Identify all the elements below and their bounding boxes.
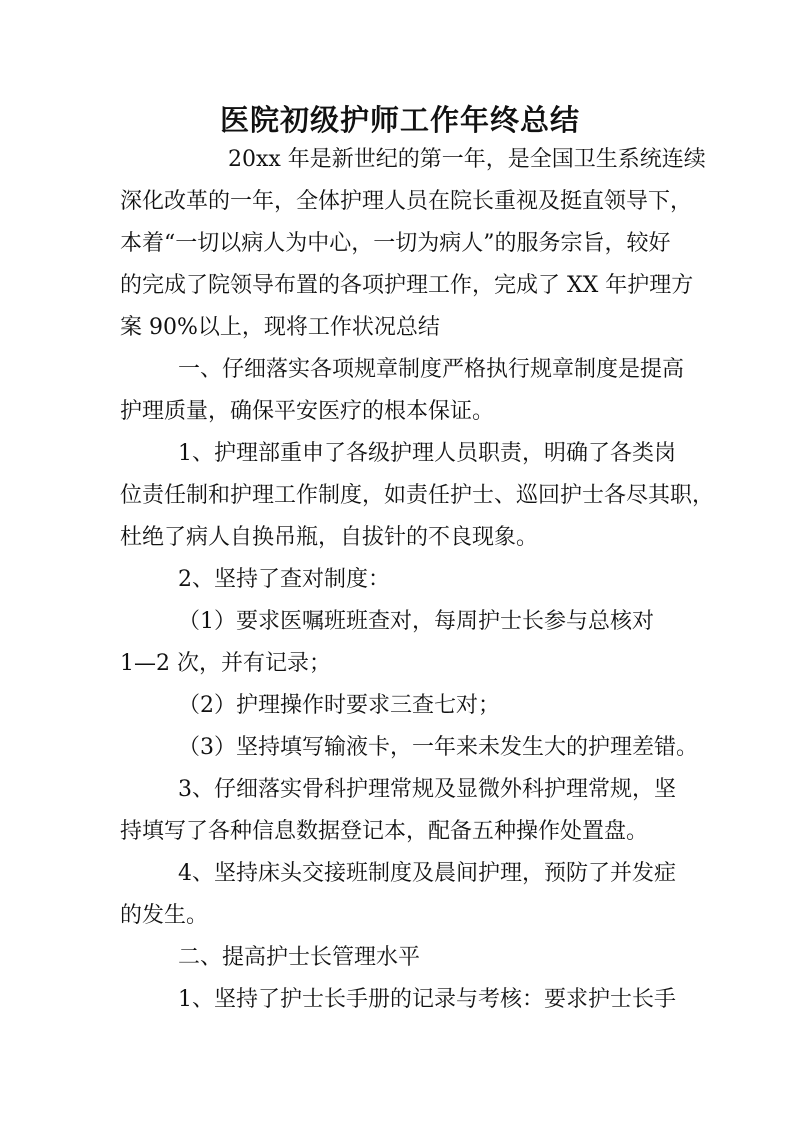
paragraph-line: 杜绝了病人自换吊瓶，自拔针的不良现象。 <box>120 525 539 550</box>
paragraph-line: 4、坚持床头交接班制度及晨间护理，预防了并发症 <box>178 861 676 886</box>
paragraph-line: （1）要求医嘱班班查对，每周护士长参与总核对 <box>178 609 654 634</box>
paragraph-line: 案 90%以上，现将工作状况总结 <box>120 315 440 340</box>
paragraph-line: 本着“一切以病人为中心，一切为病人”的服务宗旨，较好 <box>120 231 671 256</box>
paragraph-line: 二、提高护士长管理水平 <box>178 945 421 970</box>
paragraph-line: 深化改革的一年，全体护理人员在院长重视及挺直领导下， <box>120 189 693 214</box>
paragraph-line: （2）护理操作时要求三查七对； <box>178 693 500 718</box>
paragraph-line: 20xx 年是新世纪的第一年，是全国卫生系统连续 <box>228 147 706 172</box>
paragraph-line: 1、护理部重申了各级护理人员职责，明确了各类岗 <box>178 441 676 466</box>
paragraph-line: 持填写了各种信息数据登记本，配备五种操作处置盘。 <box>120 819 649 844</box>
paragraph-line: 的完成了院领导布置的各项护理工作，完成了 XX 年护理方 <box>120 273 694 298</box>
paragraph-line: 2、坚持了查对制度： <box>178 567 390 592</box>
paragraph-line: 护理质量，确保平安医疗的根本保证。 <box>120 399 495 424</box>
paragraph-line: 的发生。 <box>120 903 209 928</box>
paragraph-line: 3、仔细落实骨科护理常规及显微外科护理常规，坚 <box>178 777 676 802</box>
paragraph-line: 1、坚持了护士长手册的记录与考核：要求护士长手 <box>178 987 676 1012</box>
paragraph-line: 位责任制和护理工作制度，如责任护士、巡回护士各尽其职， <box>120 483 715 508</box>
paragraph-line: 一、仔细落实各项规章制度严格执行规章制度是提高 <box>178 357 685 382</box>
document-title: 医院初级护师工作年终总结 <box>219 103 580 137</box>
paragraph-line: （3）坚持填写输液卡，一年来未发生大的护理差错。 <box>178 735 698 760</box>
paragraph-line: 1—2 次，并有记录； <box>120 651 331 676</box>
